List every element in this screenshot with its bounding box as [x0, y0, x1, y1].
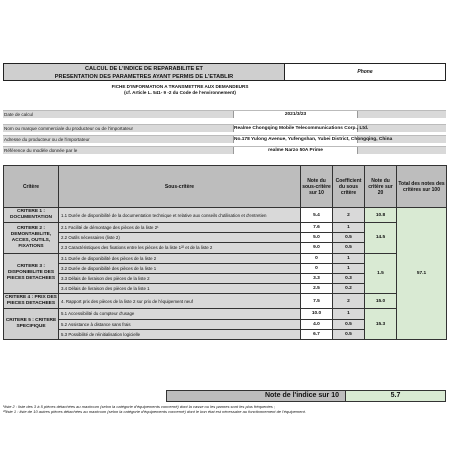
title-line-1: CALCUL DE L'INDICE DE REPARABILITE ET — [85, 66, 203, 72]
note-3-4: 2.5 — [301, 284, 333, 294]
subtitle-line-1: FICHE D'INFORMATION A TRANSMETTRE AUX DEMANDEURS — [111, 84, 249, 89]
footnote-list-1: ²²liste 1 : liste de 10 autres pièces détachées au maximum (selon la catégorie d'équipements concerné) dont le bon état est nécessaire au fonctionnement de l'équipement. — [3, 409, 306, 414]
info-value: realme Narzo 50A Prime — [233, 147, 358, 154]
note-3-2: 0 — [301, 263, 333, 273]
coef-4: 2 — [333, 294, 365, 309]
header-sous-critere: Sous-critère — [59, 166, 301, 208]
note20-criterion-1: 10.8 — [365, 208, 397, 223]
document-title — [3, 63, 285, 81]
sub-criterion-2-1: 2.1 Facilité de démontage des pièces de la liste 2¹ — [59, 223, 301, 233]
coef-5-2: 0.5 — [333, 319, 365, 329]
criterion-2: CRITERE 2 : DEMONTABILITE, ACCES, OUTILS, FIXATIONS — [4, 223, 59, 254]
criterion-1: CRITERE 1 : DOCUMENTATION — [4, 208, 59, 223]
criterion-5: CRITERE 5 : CRITERE SPECIFIQUE — [4, 309, 59, 340]
note-4: 7.5 — [301, 294, 333, 309]
note-5-2: 4.0 — [301, 319, 333, 329]
info-label: Adresse du producteur ou de l'importateur — [4, 137, 90, 142]
sub-criterion-3-2: 3.2 Durée de disponibilité des pièces de la liste 1 — [59, 263, 301, 273]
info-value: 2021/3/23 — [233, 111, 358, 118]
sub-criterion-4: 4. Rapport prix des pièces de la liste 2 sur prix de l'équipement neuf — [59, 294, 301, 309]
info-label: Référence du modèle donnée par le — [4, 148, 78, 153]
sub-criterion-3-3: 3.3 Délais de livraison des pièces de la liste 2 — [59, 273, 301, 283]
info-row-address — [3, 135, 446, 143]
note-5-1: 10.0 — [301, 309, 333, 319]
coef-5-3: 0.5 — [333, 329, 365, 339]
header-critere: Critère — [4, 166, 59, 208]
header-total-100: Total des notes des critères sur 100 — [397, 166, 447, 208]
final-score-label: Note de l'indice sur 10 — [166, 390, 346, 402]
table-row — [4, 208, 447, 223]
sub-criterion-2-3: 2.3 Caractéristiques des fixations entre les pièces de la liste 1²² et de la liste 2 — [59, 243, 301, 253]
header-note-10: Note du sous-critère sur 10 — [301, 166, 333, 208]
total-score: 57.1 — [397, 208, 447, 340]
table-row — [4, 253, 447, 263]
note-5-3: 6.7 — [301, 329, 333, 339]
header-coefficient: Coefficient du sous critère — [333, 166, 365, 208]
document-subtitle — [0, 84, 360, 96]
coef-5-1: 1 — [333, 309, 365, 319]
info-row-model — [3, 146, 446, 154]
note-2-3: 9.0 — [301, 243, 333, 253]
footnote-list-2: ¹liste 2 : liste des 3 à 5 pièces détachées au maximum (selon la catégorie d'équipements concerné) dont la casse ou les pannes sont les plus fréquentes ; — [3, 404, 276, 409]
sub-criterion-5-2: 5.2 Assistance à distance sans frais — [59, 319, 301, 329]
note-3-3: 3.3 — [301, 273, 333, 283]
info-row-brand — [3, 124, 446, 132]
info-label: Nom ou marque commerciale du producteur ou de l'importateur — [4, 126, 134, 131]
note-3-1: 0 — [301, 253, 333, 263]
sub-criterion-5-3: 5.3 Possibilité de réinitialisation logicielle — [59, 329, 301, 339]
criterion-3: CRITERE 3 : DISPONIBILITE DES PIECES DETACHEES — [4, 253, 59, 294]
coef-2-2: 0.5 — [333, 233, 365, 243]
sub-criterion-5-1: 5.1 Accessibilité du compteur d'usage — [59, 309, 301, 319]
table-row — [4, 294, 447, 309]
sub-criterion-3-4: 3.4 Délais de livraison des pièces de la liste 1 — [59, 284, 301, 294]
final-score-value: 5.7 — [346, 390, 446, 402]
note20-criterion-3: 1.5 — [365, 253, 397, 294]
coef-2-3: 0.5 — [333, 243, 365, 253]
info-label: Date de calcul — [4, 112, 34, 117]
header-note-20: Note du critère sur 20 — [365, 166, 397, 208]
note-1-1: 5.4 — [301, 208, 333, 223]
info-row-date — [3, 110, 446, 118]
title-line-2: PRESENTATION DES PARAMETRES AYANT PERMIS DE L'ETABLIR — [54, 74, 234, 80]
coef-3-2: 1 — [333, 263, 365, 273]
final-score-row — [3, 390, 446, 402]
table-header-row — [4, 166, 447, 208]
coef-3-3: 0.3 — [333, 273, 365, 283]
note20-criterion-5: 15.3 — [365, 309, 397, 340]
subtitle-line-2: (cf. Article L. 541- 9 -2 du Code de l'environnement) — [124, 90, 236, 95]
coef-2-1: 1 — [333, 223, 365, 233]
coef-3-4: 0.2 — [333, 284, 365, 294]
sub-criterion-3-1: 3.1 Durée de disponibilité des pièces de la liste 2 — [59, 253, 301, 263]
info-value: Realme Chongqing Mobile Telecommunications Corp., Ltd. — [234, 126, 369, 131]
sub-criterion-1-1: 1.1 Durée de disponibilité de la documentation technique et relative aux conseils d'utilisation et d'entretien — [59, 208, 301, 223]
table-row — [4, 223, 447, 233]
note20-criterion-4: 15.0 — [365, 294, 397, 309]
note-2-1: 7.6 — [301, 223, 333, 233]
sub-criterion-2-2: 2.2 Outils nécessaires (liste 2) — [59, 233, 301, 243]
reparability-table — [3, 165, 447, 340]
criterion-4: CRITERE 4 : PRIX DES PIECES DETACHEES — [4, 294, 59, 309]
note-2-2: 5.0 — [301, 233, 333, 243]
table-row — [4, 309, 447, 319]
coef-3-1: 1 — [333, 253, 365, 263]
product-category: Phone — [285, 63, 446, 81]
info-value: No.178 Yulong Avenue, Yufengshan, Yubei District, Chongqing, China — [234, 137, 393, 142]
note20-criterion-2: 14.5 — [365, 223, 397, 254]
coef-1-1: 2 — [333, 208, 365, 223]
